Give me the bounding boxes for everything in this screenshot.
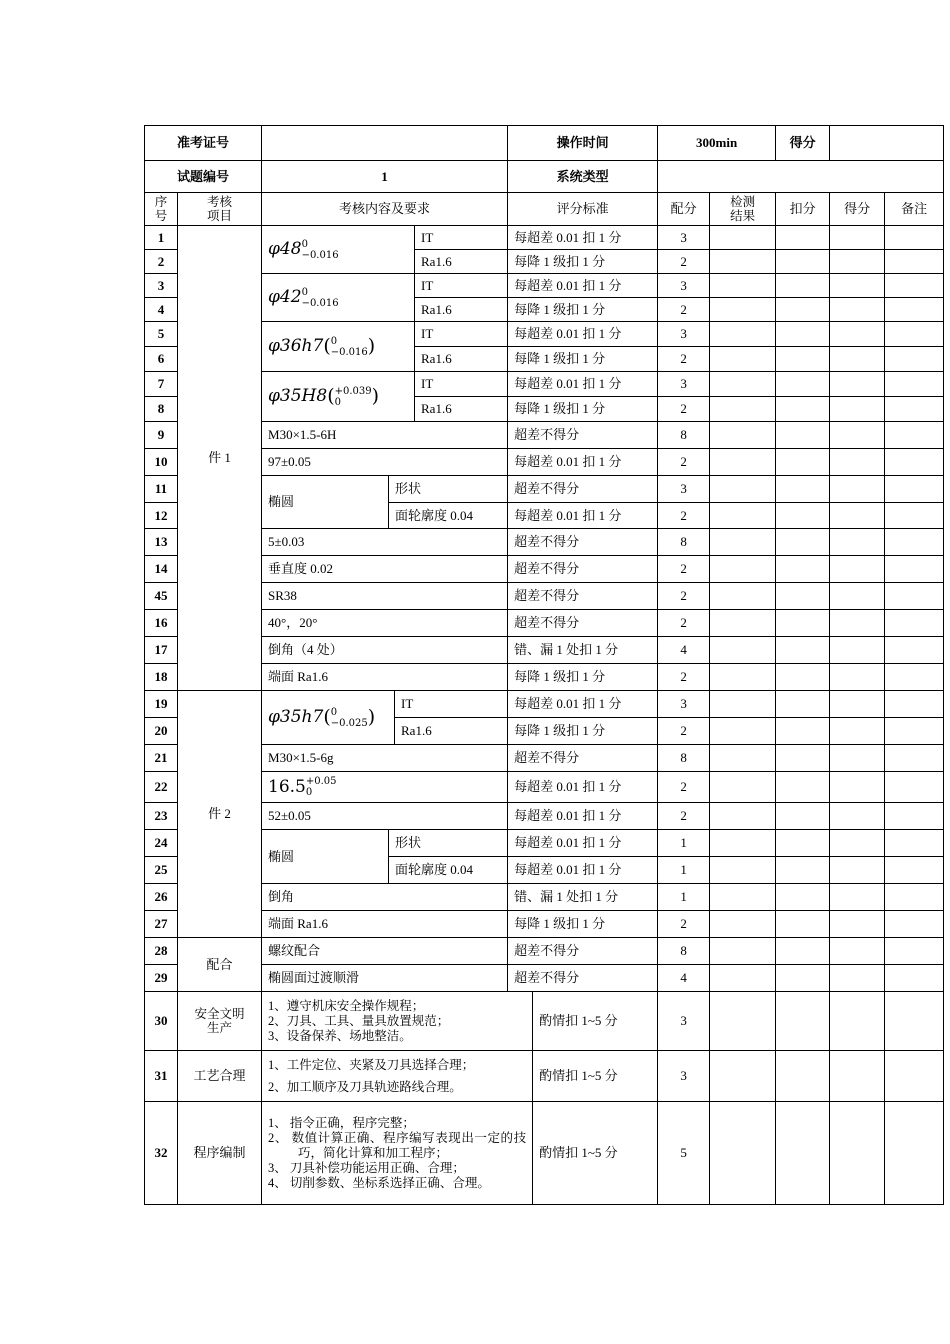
table-row: 26 倒角 错、漏 1 处扣 1 分 1 [145,884,944,911]
dim-cell: φ36h7(0 −0.016) [262,322,415,372]
dim-cell: φ35H8(+0.039 0 ) [262,372,415,422]
dim-cell: φ35h7(0 −0.025) [262,691,395,745]
table-row: 9 M30×1.5-6H 超差不得分 8 [145,422,944,449]
table-row: 19 件 2 φ35h7(0 −0.025) IT 每超差 0.01 扣 1 分 3 [145,691,944,718]
dim-cell: φ480 −0.016 [262,226,415,274]
table-row: 17 倒角（4 处） 错、漏 1 处扣 1 分 4 [145,637,944,664]
dim-cell: 16.5+0.05 0 [262,772,508,803]
table-row: 12 面轮廓度 0.04 每超差 0.01 扣 1 分 2 [145,503,944,529]
question-no-value: 1 [262,161,508,193]
table-row: 8 Ra1.6 每降 1 级扣 1 分 2 [145,397,944,422]
program-requirements: 1、 指令正确，程序完整； 2、 数值计算正确、程序编写表现出一定的技巧，简化计算和加工程序； 3、 刀具补偿功能运用正确、合理； 4、 切削参数、坐标系选择正确、合理。 [262,1102,533,1205]
table-row: 24 椭圆 形状 每超差 0.01 扣 1 分 1 [145,830,944,857]
system-type-label: 系统类型 [508,161,658,193]
col-note: 备注 [885,193,944,226]
exam-id-field[interactable] [262,126,508,161]
table-row: 23 52±0.05 每超差 0.01 扣 1 分 2 [145,803,944,830]
table-row: 28 配合 螺纹配合 超差不得分 8 [145,938,944,965]
table-row: 31 工艺合理 1、工件定位、夹紧及刀具选择合理； 2、加工顺序及刀具轨迹路线合理。 酌情扣 1~5 分 3 [145,1051,944,1102]
system-type-field[interactable] [658,161,944,193]
table-row: 30 安全文明生产 1、遵守机床安全操作规程； 2、刀具、工具、量具放置规范； 3、设备保养、场地整洁。 酌情扣 1~5 分 3 [145,992,944,1051]
table-row: 22 16.5+0.05 0 每超差 0.01 扣 1 分 2 [145,772,944,803]
table-row: 3 φ420 −0.016 IT 每超差 0.01 扣 1 分 3 [145,274,944,298]
col-score: 得分 [830,193,885,226]
table-row: 11 椭圆 形状 超差不得分 3 [145,476,944,503]
col-item: 考核项目 [178,193,262,226]
table-row: 4 Ra1.6 每降 1 级扣 1 分 2 [145,298,944,322]
table-row: 32 程序编制 1、 指令正确，程序完整； 2、 数值计算正确、程序编写表现出一定的技巧，简化计算和加工程序； 3、 刀具补偿功能运用正确、合理； 4、 切削参数、坐标系选择正确、合理。 酌情扣 1~5 分 5 [145,1102,944,1205]
op-time-value: 300min [658,126,776,161]
table-row: 18 端面 Ra1.6 每降 1 级扣 1 分 2 [145,664,944,691]
group-process: 工艺合理 [178,1051,262,1102]
group-program: 程序编制 [178,1102,262,1205]
col-content: 考核内容及要求 [262,193,508,226]
col-points: 配分 [658,193,710,226]
exam-id-label: 准考证号 [145,126,262,161]
question-no-label: 试题编号 [145,161,262,193]
table-row: 5 φ36h7(0 −0.016) IT 每超差 0.01 扣 1 分 3 [145,322,944,347]
group-part1: 件 1 [178,226,262,691]
table-row: 27 端面 Ra1.6 每降 1 级扣 1 分 2 [145,911,944,938]
table-row: 10 97±0.05 每超差 0.01 扣 1 分 2 [145,449,944,476]
table-row: 1 件 1 φ480 −0.016 IT 每超差 0.01 扣 1 分 3 [145,226,944,250]
score-label: 得分 [776,126,830,161]
col-standard: 评分标准 [508,193,658,226]
table-row: 45 SR38 超差不得分 2 [145,583,944,610]
score-field[interactable] [830,126,944,161]
col-no: 序号 [145,193,178,226]
col-deduct: 扣分 [776,193,830,226]
dim-cell: φ420 −0.016 [262,274,415,322]
safety-requirements: 1、遵守机床安全操作规程； 2、刀具、工具、量具放置规范； 3、设备保养、场地整洁。 [262,992,533,1051]
table-row: 20 Ra1.6 每降 1 级扣 1 分 2 [145,718,944,745]
process-requirements: 1、工件定位、夹紧及刀具选择合理； 2、加工顺序及刀具轨迹路线合理。 [262,1051,533,1102]
table-row: 21 M30×1.5-6g 超差不得分 8 [145,745,944,772]
table-row: 25 面轮廓度 0.04 每超差 0.01 扣 1 分 1 [145,857,944,884]
table-row: 7 φ35H8(+0.039 0 ) IT 每超差 0.01 扣 1 分 3 [145,372,944,397]
op-time-label: 操作时间 [508,126,658,161]
scoring-table [144,125,944,1205]
group-safety: 安全文明生产 [178,992,262,1051]
group-part2: 件 2 [178,691,262,938]
table-row: 14 垂直度 0.02 超差不得分 2 [145,556,944,583]
table-row: 16 40°，20° 超差不得分 2 [145,610,944,637]
table-row: 2 Ra1.6 每降 1 级扣 1 分 2 [145,250,944,274]
table-row: 29 椭圆面过渡顺滑 超差不得分 4 [145,965,944,992]
group-fit: 配合 [178,938,262,992]
table-row: 13 5±0.03 超差不得分 8 [145,529,944,556]
table-row: 6 Ra1.6 每降 1 级扣 1 分 2 [145,347,944,372]
col-result: 检测结果 [710,193,776,226]
